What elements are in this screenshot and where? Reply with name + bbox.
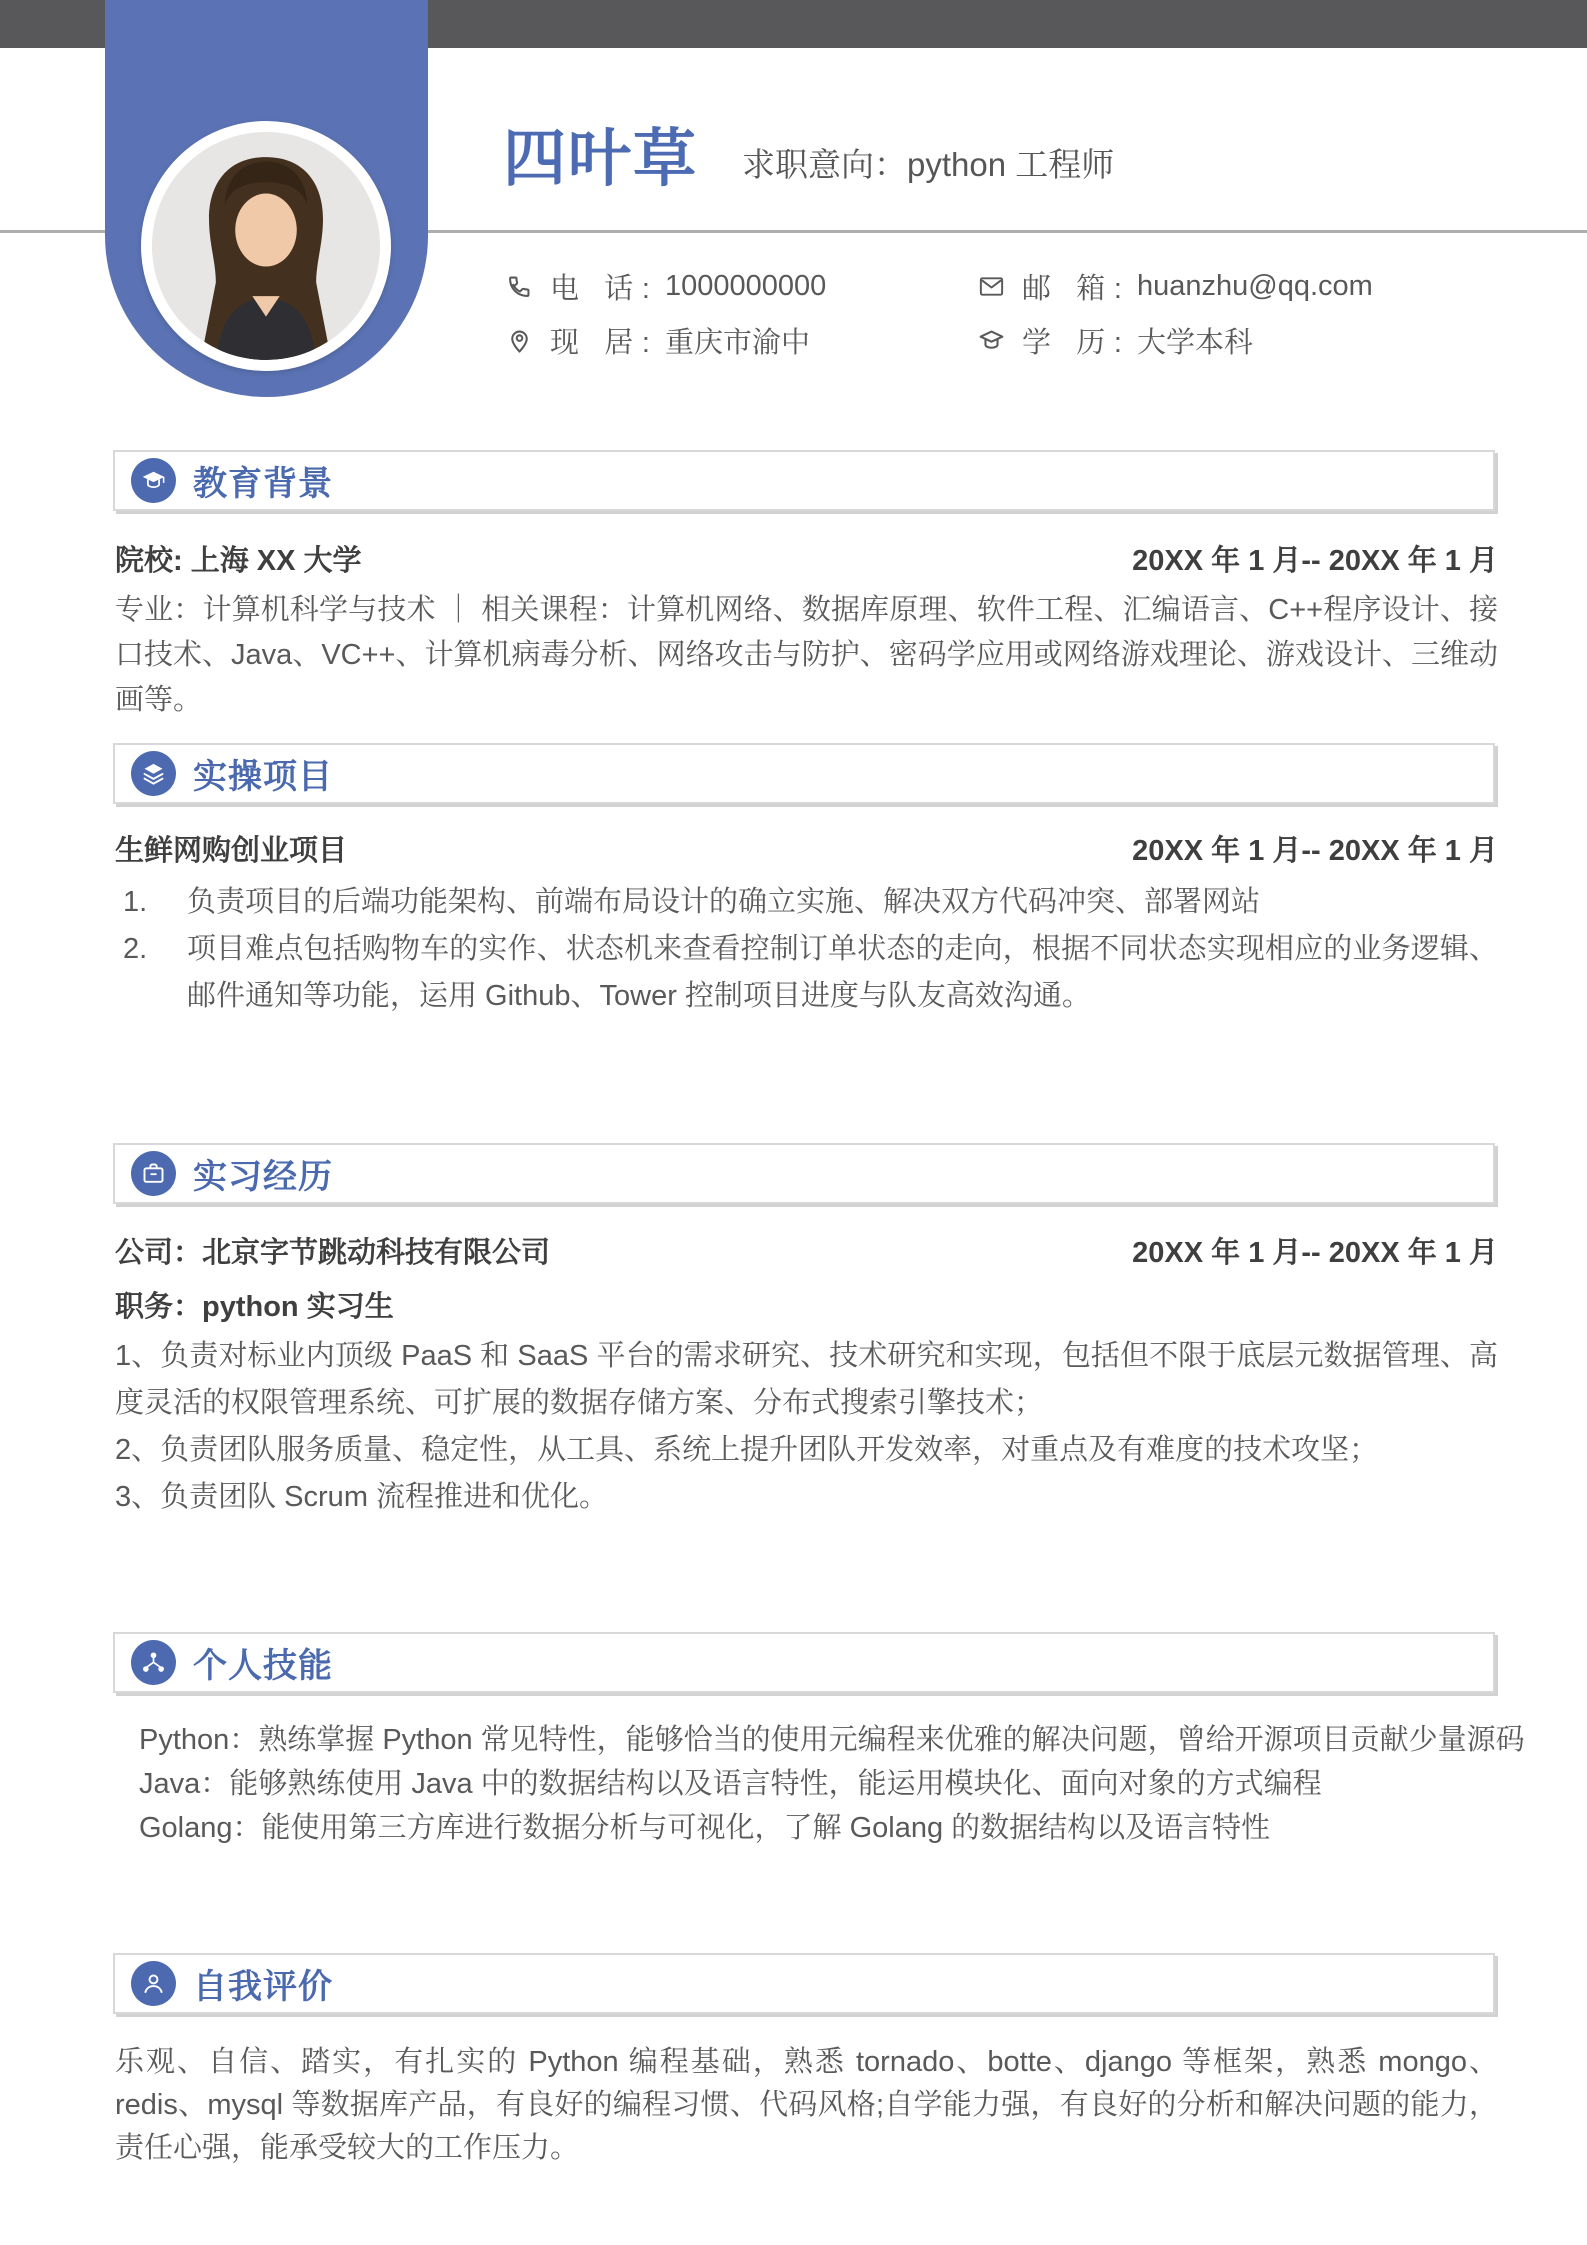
contact-label: 现 居: [550,327,650,359]
email-icon [977,272,1006,301]
internship-date: 20XX 年 1 月-- 20XX 年 1 月 [1132,1237,1498,1269]
graduation-cap-icon [131,458,176,503]
school-name: 院校: 上海 XX 大学 [115,545,362,577]
ribbon-banner [105,0,428,397]
project-item [115,926,1498,1020]
location-icon [505,326,534,355]
skill-golang: Golang：能使用第三方库进行数据分析与可视化，了解 Golang 的数据结构以及语言特性 [139,1812,1271,1844]
contact-label: 电 话: [550,273,650,305]
skill-python: Python：熟练掌握 Python 常见特性，能够恰当的使用元编程来优雅的解决问题，曾给开源项目贡献少量源码 [139,1724,1525,1756]
job-intention: 求职意向：python 工程师 [742,146,1115,184]
list-number: 2. [123,933,148,965]
contact-label: 学 历: [1022,327,1122,359]
company-name: 公司：北京字节跳动科技有限公司 [115,1237,551,1269]
skills-content [139,1718,1525,1850]
person-icon [131,1961,176,2006]
section-header-internship [113,1143,1495,1204]
project-item-text: 项目难点包括购物车的实作、状态机来查看控制订单状态的走向，根据不同状态实现相应的业务逻辑、邮件通知等功能，运用 Github、Tower 控制项目进度与队友高效沟通。 [187,933,1498,1012]
degree-icon [977,326,1006,355]
project-item-text: 负责项目的后端功能架构、前端布局设计的确立实施、解决双方代码冲突、部署网站 [187,886,1261,918]
layers-icon [131,751,176,796]
project-name: 生鲜网购创业项目 [115,835,348,867]
contact-info [505,264,1505,363]
briefcase-icon [131,1151,176,1196]
education-courses: 专业：计算机科学与技术 ｜ 相关课程：计算机网络、数据库原理、软件工程、汇编语言、C++程序设计、接口技术、Java、VC++、计算机病毒分析、网络攻击与防护、密码学应用或网络游戏理论、游戏设计、三维动画等。 [115,594,1498,716]
contact-value: 重庆市渝中 [665,327,811,359]
section-title: 自我评价 [193,1968,333,2006]
section-header-education [113,450,1495,511]
internship-item: 2、负责团队服务质量、稳定性，从工具、系统上提升团队开发效率，对重点及有难度的技术攻坚； [115,1434,1379,1466]
contact-email [977,264,1505,309]
contact-value: 大学本科 [1137,327,1254,359]
section-title: 教育背景 [193,465,333,503]
section-header-self-evaluation [113,1953,1495,2014]
network-icon [131,1640,176,1685]
contact-phone [505,264,977,309]
project-date: 20XX 年 1 月-- 20XX 年 1 月 [1132,835,1498,867]
skill-java: Java：能够熟练使用 Java 中的数据结构以及语言特性，能运用模块化、面向对象的方式编程 [139,1768,1322,1800]
contact-value: 1000000000 [665,270,827,302]
contact-residence [505,318,977,363]
candidate-name: 四叶草 [503,124,698,194]
phone-icon [505,272,534,301]
contact-label: 邮 箱: [1022,273,1122,305]
self-evaluation-content [115,2032,1498,2170]
internship-item: 3、负责团队 Scrum 流程推进和优化。 [115,1481,609,1513]
header-title [503,122,1114,196]
section-title: 个人技能 [193,1647,333,1685]
education-content [115,538,1498,723]
section-header-projects [113,743,1495,804]
education-date: 20XX 年 1 月-- 20XX 年 1 月 [1132,545,1498,577]
self-evaluation-text: 乐观、自信、踏实，有扎实的 Python 编程基础，熟悉 tornado、botte、django 等框架，熟悉 mongo、redis、mysql 等数据库产品，有良好的编程习惯、代码风格;自学能力强，有良好的分析和解决问题的能力，责任心强，能承受较大的工作压力。 [115,2046,1498,2164]
project-list [115,879,1498,1020]
position-title: 职务：python 实习生 [115,1291,394,1323]
section-title: 实操项目 [193,758,333,796]
section-header-skills [113,1632,1495,1693]
section-title: 实习经历 [193,1158,333,1196]
project-item [115,879,1498,926]
contact-degree [977,318,1505,363]
avatar [141,121,391,371]
avatar-illustration [152,132,380,360]
internship-item: 1、负责对标业内顶级 PaaS 和 SaaS 平台的需求研究、技术研究和实现，包括但不限于底层元数据管理、高度灵活的权限管理系统、可扩展的数据存储方案、分布式搜索引擎技术； [115,1340,1498,1419]
internship-content [115,1230,1498,1521]
projects-content [115,828,1498,1020]
contact-value: huanzhu@qq.com [1137,270,1373,302]
list-number: 1. [123,886,148,918]
